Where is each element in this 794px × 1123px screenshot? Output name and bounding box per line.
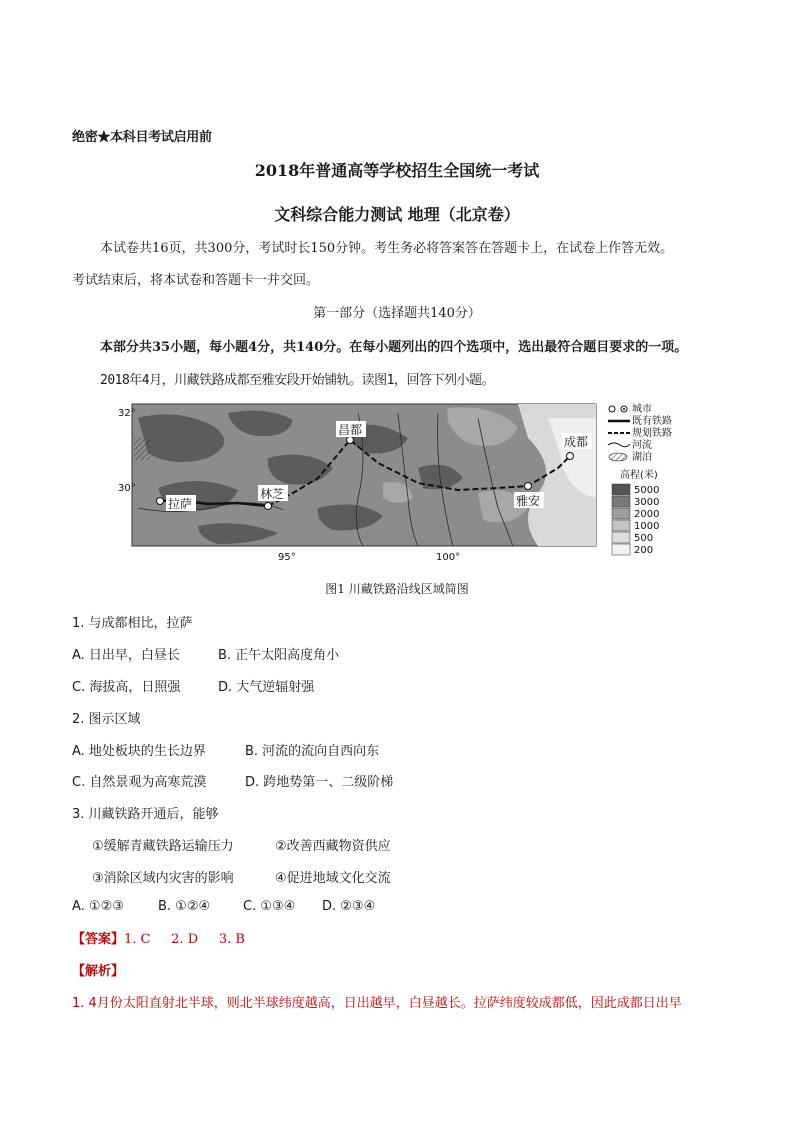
question-1-option-d: D. 大气逆辐射强 [218,680,315,695]
question-2-option-a: A. 地处板块的生长边界 [72,744,206,759]
question-1-stem: 1. 与成都相比，拉萨 [72,616,193,631]
question-2-option-c: C. 自然景观为高寒荒漠 [72,775,207,790]
city-label-yaan: 雅安 [516,494,541,508]
question-2-stem: 2. 图示区域 [72,712,141,727]
city-marker-lasa [157,498,164,505]
intro-line-1: 本试卷共16页，共300分，考试时长150分钟。考生务必将答案答在答题卡上，在试卷上作答无效。 [100,241,674,256]
legend-elevation-title: 高程(米) [620,470,658,481]
legend-lake: 湖泊 [632,452,652,463]
confidential-label: 绝密★本科目考试启用前 [72,130,212,145]
question-3-item-3: ③消除区域内灾害的影响 [92,871,234,886]
question-1-option-a: A. 日出早，白昼长 [72,648,180,663]
city-label-changdu: 昌都 [338,423,363,437]
question-3-option-c: C. ①③④ [243,899,296,914]
city-marker-yaan [525,483,532,490]
lon-label-95: 95° [278,552,296,563]
city-marker-linzhi [265,503,272,510]
question-2-option-d: D. 跨地势第一、二级阶梯 [245,775,394,790]
lat-label-32: 32° [118,408,136,419]
map-legend [608,402,672,556]
legend-elev-3000: 3000 [634,497,660,508]
question-1-option-c: C. 海拔高，日照强 [72,680,181,695]
question-3-option-d: D. ②③④ [322,899,376,914]
lat-label-30: 30° [118,483,136,494]
legend-elev-500: 500 [634,533,654,544]
legend-existing-railway: 既有铁路 [632,416,672,427]
question-3-stem: 3. 川藏铁路开通后，能够 [72,807,219,822]
city-label-chengdu: 成都 [564,435,589,449]
legend-planned-railway: 规划铁路 [632,428,672,439]
railway-region-map [118,398,686,570]
exam-title: 2018年普通高等学校招生全国统一考试 [254,161,540,180]
legend-elev-1000: 1000 [634,521,660,532]
city-marker-chengdu [567,453,574,460]
legend-river: 河流 [632,440,652,451]
legend-elev-2000: 2000 [634,509,660,520]
city-label-linzhi: 林芝 [260,487,285,501]
answer-value-1: 1. C [124,932,151,947]
question-3-item-2: ②改善西藏物资供应 [275,839,391,854]
question-1-option-b: B. 正午太阳高度角小 [218,648,340,663]
city-label-lasa: 拉萨 [168,497,193,511]
exam-subtitle: 文科综合能力测试 地理（北京卷） [274,205,520,224]
answer-label: 【答案】 [72,932,125,947]
answer-value-2: 2. D [171,932,199,947]
analysis-label: 【解析】 [72,964,125,979]
legend-elev-5000: 5000 [634,485,660,496]
lake-symbol [134,438,150,460]
part-description: 本部分共35小题，每小题4分，共140分。在每小题列出的四个选项中，选出最符合题目要求的一项。 [100,340,688,355]
legend-elev-200: 200 [634,545,654,556]
lon-label-100: 100° [436,552,461,563]
city-marker-changdu [347,437,354,444]
question-3-option-b: B. ①②④ [158,899,211,914]
answer-value-3: 3. B [218,932,245,947]
intro-line-2: 考试结束后，将本试卷和答题卡一并交回。 [72,273,320,288]
analysis-text: 1. 4月份太阳直射北半球，则北半球纬度越高，日出越早，白昼越长。拉萨纬度较成都低，因此成都日出早 [72,996,682,1011]
figure-caption: 图1 川藏铁路沿线区域简图 [325,582,469,596]
question-3-option-a: A. ①②③ [72,899,124,914]
question-3-item-1: ①缓解青藏铁路运输压力 [92,839,234,854]
answer-line [72,928,245,947]
part-title: 第一部分（选择题共140分） [313,306,481,321]
question-lead: 2018年4月，川藏铁路成都至雅安段开始铺轨。读图1，回答下列小题。 [100,373,494,388]
legend-city: 城市 [632,404,652,415]
question-3-item-4: ④促进地域文化交流 [275,871,391,886]
question-2-option-b: B. 河流的流向自西向东 [245,744,380,759]
